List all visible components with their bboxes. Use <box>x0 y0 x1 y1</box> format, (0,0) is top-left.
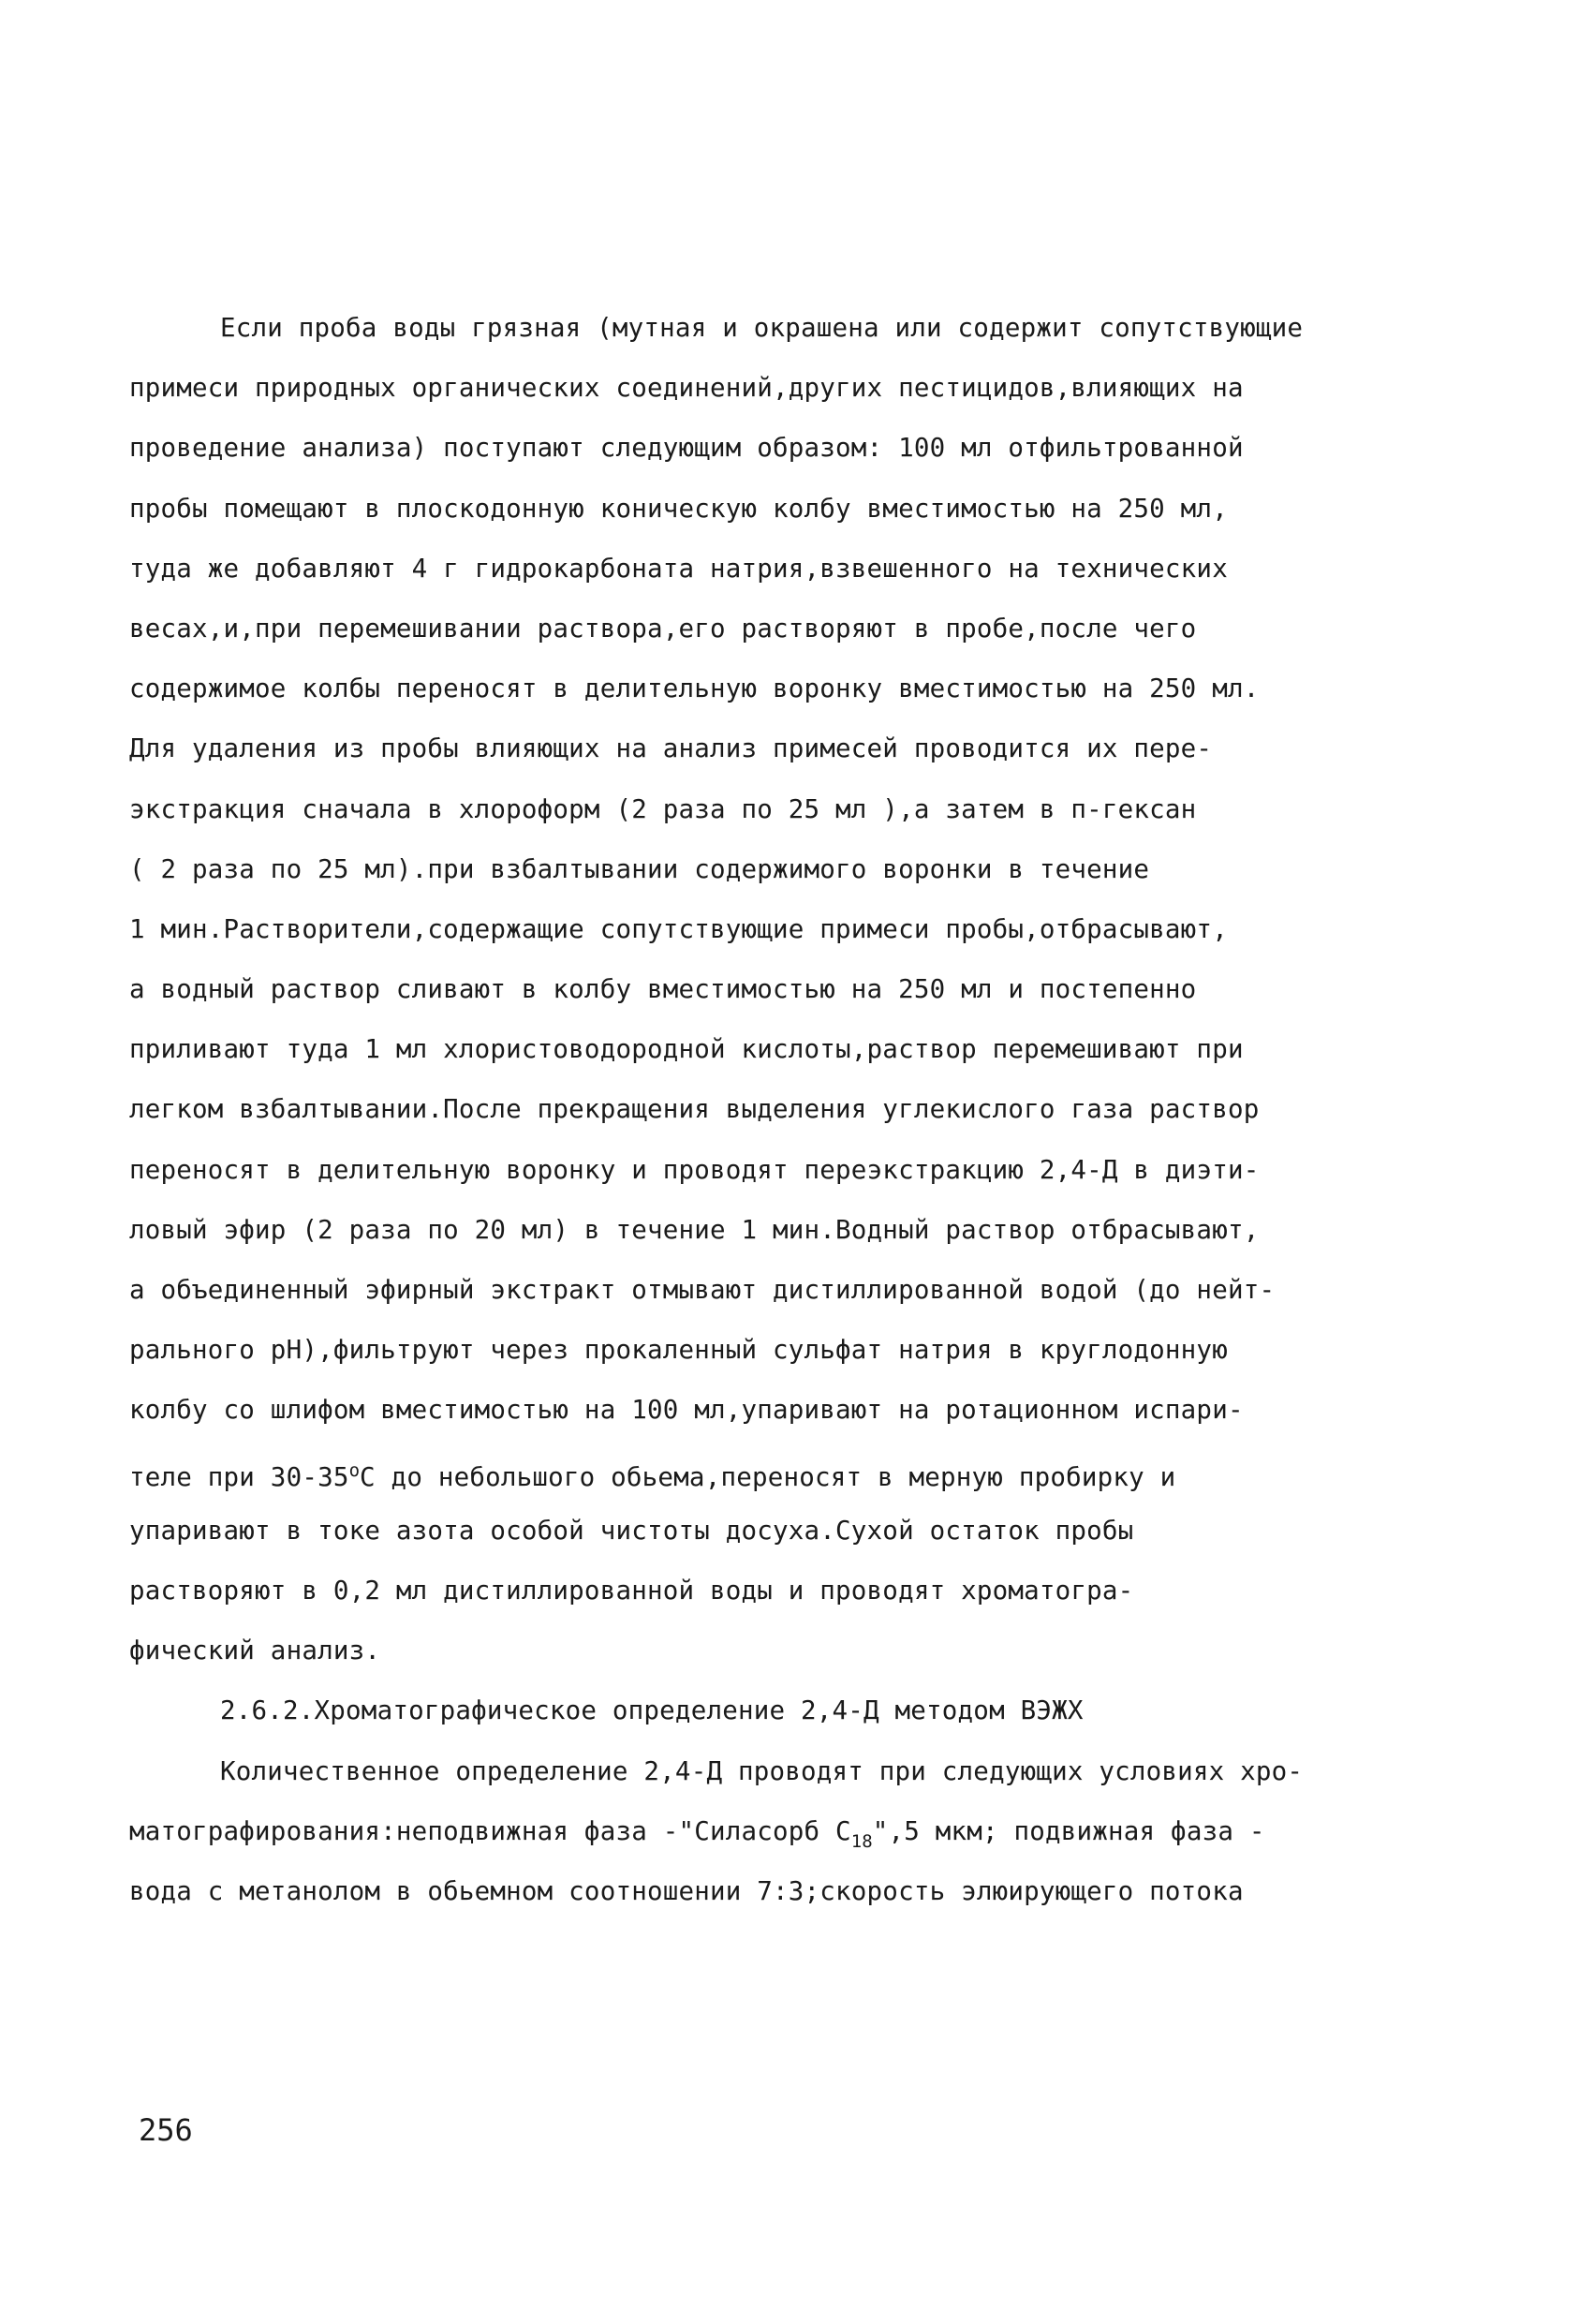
page-number: 256 <box>139 2112 193 2148</box>
text-line: Если проба воды грязная (мутная и окрашена или содержит сопутствующие <box>220 313 1304 343</box>
text-line: растворяют в 0,2 мл дистиллированной воды и проводят хроматогра- <box>129 1575 1134 1606</box>
text-line: Количественное определение 2,4-Д проводят при следующих условиях хро- <box>220 1755 1304 1786</box>
text-run: матографирования:неподвижная фаза -"Силасорб С <box>129 1815 851 1846</box>
text-line: рального рН),фильтруют через прокаленный сульфат натрия в круглодонную <box>129 1335 1228 1366</box>
text-line: ( 2 раза по 25 мл).при взбалтывании содержимого воронки в течение <box>129 853 1150 884</box>
text-line: проведение анализа) поступают следующим образом: 100 мл отфильтрованной <box>129 433 1244 464</box>
text-line: фический анализ. <box>129 1636 381 1666</box>
text-line-temperature <box>129 1441 1497 1501</box>
text-line: примеси природных органических соединений,других пестицидов,влияющих на <box>129 373 1244 404</box>
text-line: ловый эфир (2 раза по 20 мл) в течение 1 мин.Водный раствор отбрасывают, <box>129 1214 1260 1245</box>
text-line: легком взбалтывании.После прекращения выделения углекислого газа раствор <box>129 1094 1260 1125</box>
text-run: ",5 мкм; подвижная фаза - <box>872 1815 1265 1846</box>
text-line-phase <box>129 1801 1497 1861</box>
text-line: весах,и,при перемешивании раствора,его растворяют в пробе,после чего <box>129 613 1197 644</box>
text-line: туда же добавляют 4 г гидрокарбоната натрия,взвешенного на технических <box>129 553 1228 584</box>
body-text <box>129 298 1497 1921</box>
text-line: а объединенный эфирный экстракт отмывают дистиллированной водой (до нейт- <box>129 1275 1276 1305</box>
text-line: вода с метанолом в обьемном соотношении 7:3;скорость элюирующего потока <box>129 1875 1244 1906</box>
subscript-18: 18 <box>850 1830 873 1852</box>
text-line: Для удаления из пробы влияющих на анализ примесей проводится их пере- <box>129 733 1213 764</box>
text-line: упаривают в токе азота особой чистоты досуха.Сухой остаток пробы <box>129 1515 1134 1546</box>
text-line: экстракция сначала в хлороформ (2 раза по 25 мл ),а затем в п-гексан <box>129 793 1197 824</box>
text-line: а водный раствор сливают в колбу вместимостью на 250 мл и постепенно <box>129 974 1197 1005</box>
section-heading: 2.6.2.Хроматографическое определение 2,4-Д методом ВЭЖХ <box>220 1695 1084 1726</box>
text-line: переносят в делительную воронку и проводят переэкстракцию 2,4-Д в диэти- <box>129 1154 1260 1185</box>
text-line: пробы помещают в плоскодонную коническую колбу вместимостью на 250 мл, <box>129 493 1228 524</box>
text-run: теле при 30-35 <box>129 1461 349 1492</box>
text-line: содержимое колбы переносят в делительную воронку вместимостью на 250 мл. <box>129 674 1260 704</box>
text-run: С до небольшого обьема,переносят в мерную пробирку и <box>360 1461 1176 1492</box>
text-line: колбу со шлифом вместимостью на 100 мл,упаривают на ротационном испари- <box>129 1395 1244 1426</box>
degree-superscript: о <box>348 1459 361 1481</box>
text-line: 1 мин.Растворители,содержащие сопутствующие примеси пробы,отбрасывают, <box>129 913 1228 944</box>
text-line: приливают туда 1 мл хлористоводородной кислоты,раствор перемешивают при <box>129 1034 1244 1065</box>
